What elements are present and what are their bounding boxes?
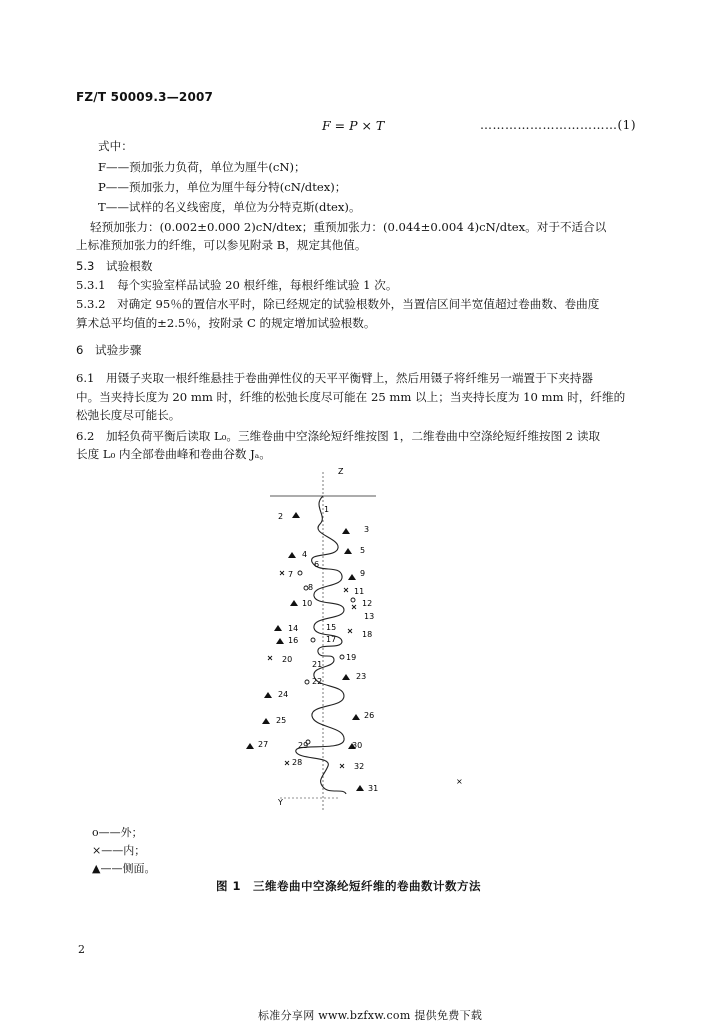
axis-y-label: Y [278, 798, 283, 807]
point-label-32: 32 [354, 762, 365, 771]
point-label-3: 3 [364, 525, 370, 534]
point-label-24: 24 [278, 690, 289, 699]
marker-outer [340, 655, 344, 659]
marker-outer [298, 571, 302, 575]
legend-outer: o——外； [92, 826, 143, 839]
standard-number: FZ/T 50009.3—2007 [76, 90, 214, 104]
section-6-1-line-2: 中。当夹持长度为 20 mm 时，纤维的松弛长度尽可能在 25 mm 以上；当夹持长度为 10 mm 时，纤维的 [76, 390, 626, 404]
point-label-22: 22 [312, 677, 323, 686]
point-label-19: 19 [346, 653, 357, 662]
def-f: F——预加张力负荷，单位为厘牛(cN)； [98, 160, 306, 174]
point-label-1: 1 [324, 505, 330, 514]
point-label-9: 9 [360, 569, 366, 578]
point-label-18: 18 [362, 630, 373, 639]
point-label-15: 15 [326, 623, 337, 632]
point-label-2: 2 [278, 512, 284, 521]
point-label-23: 23 [356, 672, 367, 681]
def-t: T——试样的名义线密度，单位为分特克斯(dtex)。 [98, 200, 361, 214]
point-label-25: 25 [276, 716, 287, 725]
point-label-5: 5 [360, 546, 366, 555]
legend-inner: ×——内； [92, 844, 146, 857]
point-label-31: 31 [368, 784, 379, 793]
formula-number: ……………………………(1) [480, 118, 636, 132]
section-5-3-2-line-1: 5.3.2 对确定 95％的置信水平时，除已经规定的试验根数外，当置信区间半宽值超过卷曲数、卷曲度 [76, 297, 600, 311]
formula: F = P × T [322, 118, 385, 133]
section-6-2-line-1: 6.2 加轻负荷平衡后读取 L₀。三维卷曲中空涤纶短纤维按图 1，二维卷曲中空涤纶短纤维按图 2 读取 [76, 429, 601, 443]
point-label-14: 14 [288, 624, 299, 633]
crimp-count-diagram [240, 460, 480, 810]
point-label-11: 11 [354, 587, 365, 596]
point-label-29: 29 [298, 741, 309, 750]
section-6-1-line-3: 松弛长度尽可能长。 [76, 408, 181, 422]
point-label-28: 28 [292, 758, 303, 767]
where-intro: 式中： [98, 139, 133, 153]
section-5-3-1: 5.3.1 每个实验室样品试验 20 根纤维，每根纤维试验 1 次。 [76, 278, 398, 292]
point-label-21: 21 [312, 660, 323, 669]
point-label-13: 13 [364, 612, 375, 621]
figure-caption: 图 1 三维卷曲中空涤纶短纤维的卷曲数计数方法 [216, 879, 482, 893]
marker-outer [305, 680, 309, 684]
point-label-30: 30 [352, 741, 363, 750]
page-number: 2 [78, 943, 85, 956]
point-label-12: 12 [362, 599, 373, 608]
point-label-17: 17 [326, 635, 337, 644]
marker-outer [351, 598, 355, 602]
point-label-26: 26 [364, 711, 375, 720]
point-label-10: 10 [302, 599, 313, 608]
point-label-4: 4 [302, 550, 308, 559]
point-label-8: 8 [308, 583, 314, 592]
section-5-3-title: 5.3 试验根数 [76, 259, 153, 273]
axis-x-label: × [456, 777, 463, 786]
def-p: P——预加张力，单位为厘牛每分特(cN/dtex)； [98, 180, 347, 194]
tension-line-1: 轻预加张力：(0.002±0.000 2)cN/dtex；重预加张力：(0.044±0.004 4)cN/dtex。对于不适合以 [90, 220, 607, 234]
point-label-27: 27 [258, 740, 269, 749]
marker-outer [311, 638, 315, 642]
point-label-20: 20 [282, 655, 293, 664]
point-label-16: 16 [288, 636, 299, 645]
legend-side: ▲——侧面。 [92, 862, 156, 875]
axis-z-label: Z [338, 467, 344, 476]
section-6-title: 6 试验步骤 [76, 343, 142, 357]
tension-line-2: 上标准预加张力的纤维，可以参见附录 B，规定其他值。 [76, 238, 367, 252]
section-5-3-2-line-2: 算术总平均值的±2.5％，按附录 C 的规定增加试验根数。 [76, 316, 376, 330]
point-label-6: 6 [314, 560, 320, 569]
footer-watermark: 标准分享网 www.bzfxw.com 提供免费下载 [258, 1009, 483, 1022]
point-label-7: 7 [288, 570, 294, 579]
section-6-1-line-1: 6.1 用镊子夹取一根纤维悬挂于卷曲弹性仪的天平平衡臂上，然后用镊子将纤维另一端置于下夹持器 [76, 371, 593, 385]
section-6-2-line-2: 长度 L₀ 内全部卷曲峰和卷曲谷数 Jₐ。 [76, 447, 271, 461]
